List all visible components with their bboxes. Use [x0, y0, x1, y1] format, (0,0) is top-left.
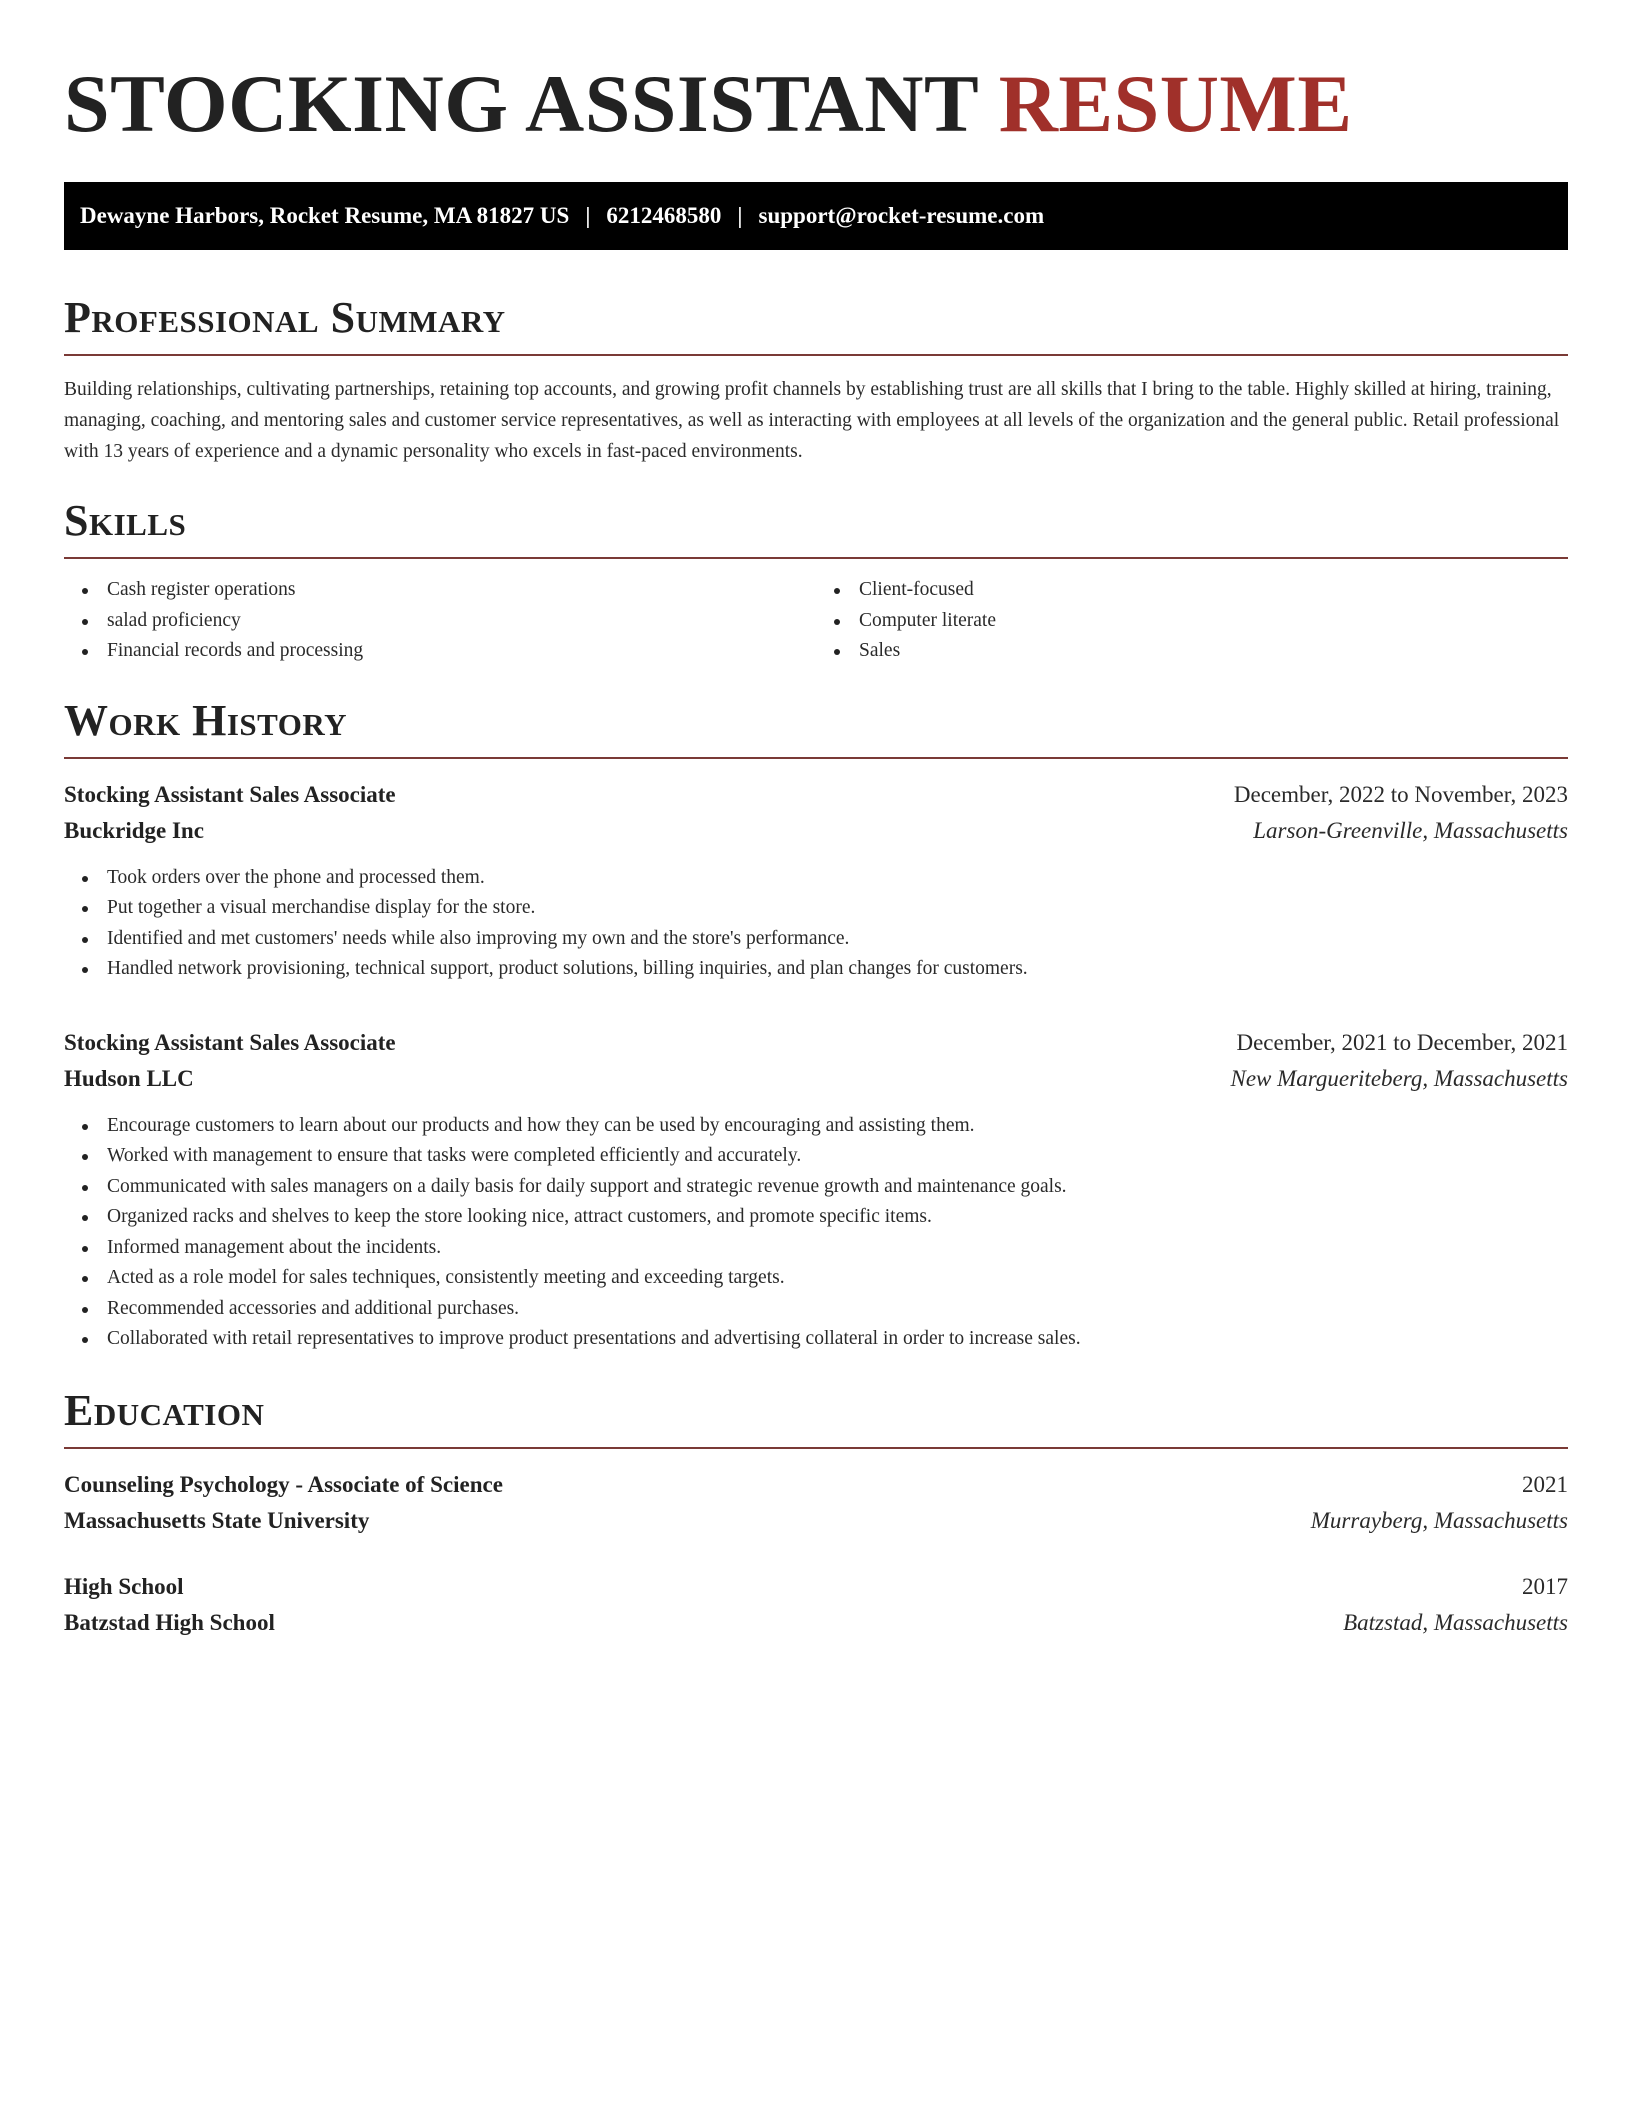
section-heading: Work History — [64, 695, 348, 745]
section-divider — [64, 1447, 1568, 1449]
job-duty: Encourage customers to learn about our products and how they can be used by encouraging and assisting them. — [107, 1111, 1568, 1142]
job-company: Hudson LLC — [64, 1065, 194, 1091]
education-entry — [64, 1467, 1568, 1539]
skill-item: Computer literate — [859, 606, 1568, 637]
job-duty: Communicated with sales managers on a daily basis for daily support and strategic revenue growth and maintenance goals. — [107, 1172, 1568, 1203]
education-degree: High School — [64, 1573, 184, 1599]
section-divider — [64, 354, 1568, 356]
education-school-row — [64, 1605, 1568, 1641]
skill-item: Cash register operations — [107, 575, 816, 606]
job-company-row — [64, 813, 1568, 849]
skills-section — [64, 495, 1568, 667]
education-year: 2017 — [1522, 1573, 1568, 1599]
job-duty: Informed management about the incidents. — [107, 1233, 1568, 1264]
title-accent: RESUME — [998, 58, 1353, 149]
contact-separator: | — [737, 203, 743, 228]
job-duty: Organized racks and shelves to keep the store looking nice, attract customers, and promote specific items. — [107, 1202, 1568, 1233]
education-year: 2021 — [1522, 1471, 1568, 1497]
contact-bar — [64, 182, 1568, 250]
job-entry — [64, 1025, 1568, 1355]
job-duty: Collaborated with retail representatives to improve product presentations and advertising collateral in order to increase sales. — [107, 1324, 1568, 1355]
job-dates: December, 2022 to November, 2023 — [1233, 781, 1568, 807]
work-history-section — [64, 695, 1568, 1355]
job-duties-list — [64, 1111, 1568, 1355]
education-degree-row — [64, 1467, 1568, 1503]
contact-separator: | — [585, 203, 591, 228]
job-header-row — [64, 1025, 1568, 1061]
education-location: Murrayberg, Massachusetts — [1310, 1507, 1568, 1533]
job-title: Stocking Assistant Sales Associate — [64, 1029, 396, 1055]
section-divider — [64, 757, 1568, 759]
job-header-row — [64, 777, 1568, 813]
education-school-row — [64, 1503, 1568, 1539]
skills-grid — [64, 575, 1568, 667]
job-company-row — [64, 1061, 1568, 1097]
title-main: STOCKING ASSISTANT — [64, 58, 978, 149]
education-section — [64, 1385, 1568, 1641]
skill-item: Client-focused — [859, 575, 1568, 606]
skill-item: Sales — [859, 636, 1568, 667]
education-school: Batzstad High School — [64, 1609, 275, 1635]
contact-address: Dewayne Harbors, Rocket Resume, MA 81827 US — [80, 203, 570, 228]
job-duty: Took orders over the phone and processed them. — [107, 863, 1568, 894]
job-duty: Put together a visual merchandise display for the store. — [107, 893, 1568, 924]
education-entry — [64, 1569, 1568, 1641]
job-company: Buckridge Inc — [64, 817, 204, 843]
education-degree: Counseling Psychology - Associate of Science — [64, 1471, 503, 1497]
education-location: Batzstad, Massachusetts — [1343, 1609, 1568, 1635]
resume-title — [64, 0, 1568, 152]
job-title: Stocking Assistant Sales Associate — [64, 781, 396, 807]
contact-email[interactable]: support@rocket-resume.com — [758, 203, 1045, 228]
job-duty: Acted as a role model for sales techniques, consistently meeting and exceeding targets. — [107, 1263, 1568, 1294]
job-duty: Recommended accessories and additional purchases. — [107, 1294, 1568, 1325]
skills-list-left — [64, 575, 816, 667]
summary-text: Building relationships, cultivating partnerships, retaining top accounts, and growing profit channels by establishing trust are all skills that I bring to the table. Highly skilled at hiring, training, managing, coaching, and mentoring sales and customer service representatives, as well as interacting with employees at all levels of the organization and the general public. Retail professional with 13 years of experience and a dynamic personality who excels in fast-paced environments. — [64, 379, 1560, 462]
job-duty: Identified and met customers' needs while also improving my own and the store's performance. — [107, 924, 1568, 955]
education-school: Massachusetts State University — [64, 1507, 370, 1533]
skill-item: salad proficiency — [107, 606, 816, 637]
section-heading: Education — [64, 1385, 265, 1435]
job-duty: Handled network provisioning, technical support, product solutions, billing inquiries, and plan changes for customers. — [107, 954, 1568, 985]
section-heading: Professional Summary — [64, 293, 506, 342]
job-location: Larson-Greenville, Massachusetts — [1253, 817, 1568, 843]
contact-phone: 6212468580 — [606, 203, 722, 228]
professional-summary-section — [64, 292, 1568, 467]
skills-list-right — [816, 575, 1568, 667]
skill-item: Financial records and processing — [107, 636, 816, 667]
section-heading: Skills — [64, 496, 187, 545]
job-location: New Margueriteberg, Massachusetts — [1230, 1065, 1568, 1091]
job-duties-list — [64, 863, 1568, 985]
job-entry — [64, 777, 1568, 985]
education-degree-row — [64, 1569, 1568, 1605]
job-dates: December, 2021 to December, 2021 — [1236, 1029, 1568, 1055]
job-duty: Worked with management to ensure that tasks were completed efficiently and accurately. — [107, 1141, 1568, 1172]
section-divider — [64, 557, 1568, 559]
